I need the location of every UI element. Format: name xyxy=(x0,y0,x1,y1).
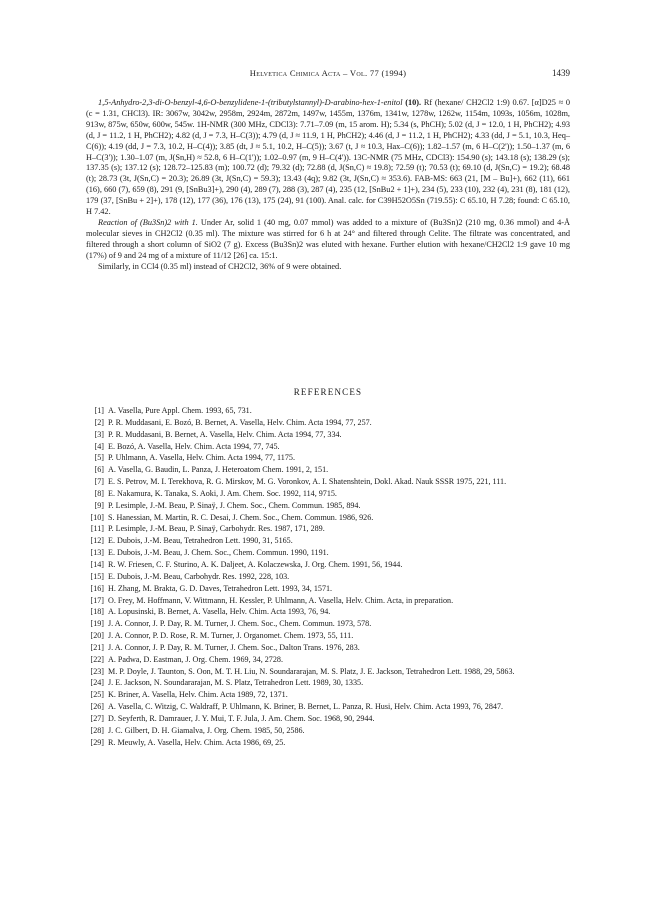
reference-number: [17] xyxy=(90,595,104,605)
reference-item xyxy=(86,535,570,547)
reference-item xyxy=(86,701,570,713)
reference-number: [23] xyxy=(90,666,104,676)
reference-text: J. A. Connor, J. P. Day, R. M. Turner, J. Chem. Soc., Dalton Trans. 1976, 283. xyxy=(108,642,360,652)
reference-number: [4] xyxy=(94,441,104,451)
reference-text: O. Frey, M. Hoffmann, V. Wittmann, H. Kessler, P. Uhlmann, A. Vasella, Helv. Chim. Acta, in preparation. xyxy=(108,595,454,605)
reference-number: [8] xyxy=(94,488,104,498)
reference-number: [27] xyxy=(90,713,104,723)
reference-number: [26] xyxy=(90,702,104,712)
reference-item xyxy=(86,630,570,642)
reference-number: [10] xyxy=(90,512,104,522)
reference-item xyxy=(86,429,570,441)
reference-number: [11] xyxy=(90,524,104,534)
reaction-text: Under Ar, solid 1 (40 mg, 0.07 mmol) was added to a mixture of (Bu3Sn)2 (210 mg, 0.36 mmol) and 4-Å molecular sieves in CH2Cl2 (0.35 ml). The mixture was stirred for 6 h at 24° and filtered through Celite. The filtrate was concentrated, and filtered through a short column of SiO2 (7 g). Excess (Bu3Sn)2 was eluted with hexane. Further elution with hexane/CH2Cl2 1:9 gave 10 mg (17%) of 9 and 24 mg of a mixture of 11/12 [26] ca. 15:1. xyxy=(86,217,571,260)
page-number: 1439 xyxy=(552,68,570,78)
reference-number: [14] xyxy=(90,559,104,569)
reference-item xyxy=(86,464,570,476)
reference-item xyxy=(86,677,570,689)
reference-text: K. Briner, A. Vasella, Helv. Chim. Acta 1989, 72, 1371. xyxy=(108,690,288,700)
reference-list xyxy=(86,405,570,748)
reference-item xyxy=(86,547,570,559)
reference-item xyxy=(86,666,570,678)
reference-number: [7] xyxy=(94,477,104,487)
reference-number: [13] xyxy=(90,548,104,558)
reference-item xyxy=(86,737,570,749)
compound-paragraph xyxy=(86,98,570,218)
reference-item xyxy=(86,417,570,429)
reference-item xyxy=(86,441,570,453)
reference-item xyxy=(86,713,570,725)
reference-text: E. Dubois, J.-M. Beau, Carbohydr. Res. 1992, 228, 103. xyxy=(108,571,290,581)
reference-item xyxy=(86,595,570,607)
reference-number: [3] xyxy=(94,429,104,439)
reference-number: [22] xyxy=(90,654,104,664)
reference-text: E. Nakamura, K. Tanaka, S. Aoki, J. Am. Chem. Soc. 1992, 114, 9715. xyxy=(108,488,337,498)
reference-text: R. W. Friesen, C. F. Sturino, A. K. Daljeet, A. Kolaczewska, J. Org. Chem. 1991, 56, 1944. xyxy=(108,559,403,569)
reference-number: [18] xyxy=(90,607,104,617)
running-header xyxy=(86,68,570,82)
reference-number: [2] xyxy=(94,417,104,427)
reference-text: A. Lopusinski, B. Bernet, A. Vasella, Helv. Chim. Acta 1993, 76, 94. xyxy=(108,607,331,617)
reference-item xyxy=(86,725,570,737)
reference-number: [16] xyxy=(90,583,104,593)
reference-text: J. A. Connor, P. D. Rose, R. M. Turner, J. Organomet. Chem. 1973, 55, 111. xyxy=(108,631,354,641)
reaction-paragraph xyxy=(86,218,570,262)
reference-item xyxy=(86,488,570,500)
reference-number: [19] xyxy=(90,619,104,629)
similar-paragraph: Similarly, in CCl4 (0.35 ml) instead of CH2Cl2, 36% of 9 were obtained. xyxy=(98,261,342,271)
reference-number: [9] xyxy=(94,500,104,510)
reference-item xyxy=(86,606,570,618)
compound-number: (10). xyxy=(405,98,422,107)
references-heading: REFERENCES xyxy=(293,387,363,397)
reference-text: M. P. Doyle, J. Taunton, S. Oon, M. T. H. Liu, N. Soundararajan, M. S. Platz, J. E. Jackson, Tetrahedron Lett. 1988, 29, 5863. xyxy=(108,666,515,676)
reference-text: R. Meuwly, A. Vasella, Helv. Chim. Acta 1986, 69, 25. xyxy=(108,737,286,747)
reference-text: H. Zhang, M. Brakta, G. D. Daves, Tetrahedron Lett. 1993, 34, 1571. xyxy=(108,583,333,593)
reference-number: [6] xyxy=(94,465,104,475)
reference-text: J. A. Connor, J. P. Day, R. M. Turner, J. Chem. Soc., Chem. Commun. 1973, 578. xyxy=(108,619,372,629)
reference-number: [29] xyxy=(90,737,104,747)
reference-number: [1] xyxy=(94,406,104,415)
reference-text: J. C. Gilbert, D. H. Giamalva, J. Org. Chem. 1985, 50, 2586. xyxy=(108,725,305,735)
reference-number: [20] xyxy=(90,631,104,641)
reference-text: P. R. Muddasani, B. Bernet, A. Vasella, Helv. Chim. Acta 1994, 77, 334. xyxy=(108,429,342,439)
reference-text: J. E. Jackson, N. Soundararajan, M. S. Platz, Tetrahedron Lett. 1989, 30, 1335. xyxy=(108,678,364,688)
reference-item xyxy=(86,689,570,701)
reference-text: E. Dubois, J.-M. Beau, J. Chem. Soc., Chem. Commun. 1990, 1191. xyxy=(108,548,329,558)
reference-item xyxy=(86,476,570,488)
reference-text: A. Vasella, G. Baudin, L. Panza, J. Heteroatom Chem. 1991, 2, 151. xyxy=(108,465,329,475)
reference-number: [15] xyxy=(90,571,104,581)
reference-text: P. R. Muddasani, E. Bozó, B. Bernet, A. Vasella, Helv. Chim. Acta 1994, 77, 257. xyxy=(108,417,372,427)
reference-number: [25] xyxy=(90,690,104,700)
reference-number: [12] xyxy=(90,536,104,546)
reference-item xyxy=(86,583,570,595)
reference-item xyxy=(86,618,570,630)
reference-number: [24] xyxy=(90,678,104,688)
reference-number: [28] xyxy=(90,725,104,735)
reference-text: E. S. Petrov, M. I. Terekhova, R. G. Mirskov, M. G. Voronkov, A. I. Shatenshtein, Dokl. Akad. Nauk SSSR 1975, 221, 111. xyxy=(108,477,507,487)
reference-text: P. Uhlmann, A. Vasella, Helv. Chim. Acta 1994, 77, 1175. xyxy=(108,453,295,463)
reference-item xyxy=(86,452,570,464)
experimental-text xyxy=(86,98,570,273)
compound-title: 1,5-Anhydro-2,3-di-O-benzyl-4,6-O-benzylidene-1-(tributylstannyl)-D-arabino-hex-1-enitol xyxy=(98,98,403,107)
reference-item xyxy=(86,523,570,535)
reference-item xyxy=(86,559,570,571)
reference-item xyxy=(86,512,570,524)
reference-text: D. Seyferth, R. Damrauer, J. Y. Mui, T. F. Jula, J. Am. Chem. Soc. 1968, 90, 2944. xyxy=(108,713,375,723)
reference-text: E. Dubois, J.-M. Beau, Tetrahedron Lett. 1990, 31, 5165. xyxy=(108,536,293,546)
reference-text: A. Padwa, D. Eastman, J. Org. Chem. 1969, 34, 2728. xyxy=(108,654,283,664)
reference-text: P. Lesimple, J.-M. Beau, P. Sinaÿ, Carbohydr. Res. 1987, 171, 289. xyxy=(108,524,325,534)
reference-text: A. Vasella, C. Witzig, C. Waldraff, P. Uhlmann, K. Briner, B. Bernet, L. Panza, R. Husi, Helv. Chim. Acta 1993, 76, 2847. xyxy=(108,702,504,712)
reference-item xyxy=(86,405,570,417)
reference-item xyxy=(86,654,570,666)
journal-title: Helvetica Chimica Acta – Vol. 77 (1994) xyxy=(249,68,407,78)
reference-number: [21] xyxy=(90,642,104,652)
reference-text: A. Vasella, Pure Appl. Chem. 1993, 65, 731. xyxy=(108,406,252,415)
reference-item xyxy=(86,642,570,654)
reaction-title: Reaction of (Bu3Sn)2 with 1. xyxy=(98,217,198,227)
reference-text: S. Hanessian, M. Martin, R. C. Desai, J. Chem. Soc., Chem. Commun. 1986, 926. xyxy=(108,512,374,522)
compound-data: Rf (hexane/ CH2Cl2 1:9) 0.67. [α]D25 ≈ 0 (c = 1.31, CHCl3). IR: 3067w, 3042w, 2958m, 2924m, 2872m, 1497w, 1455m, 1376m, 1341w, 1278w, 1262w, 1154m, 1093s, 1056m, 1028m, 913w, 875w, 650w, 600w, 545w. 1H-NMR (300 MHz, CDCl3): 7.71–7.09 (m, 15 arom. H); 5.34 (s, PhCH); 5.02 (d, J = 12.0, 1 H, PhCH2); 4.93 (d, J = 11.2, 1 H, PhCH2); 4.82 (d, J = 7.3, H–C(3)); 4.79 (d, J ≈ 11.9, 1 H, PhCH2); 4.46 (d, J = 11.2, 1 H, PhCH2); 4.33 (dd, J = 5.1, 10.3, Heq–C(6)); 4.19 (dd, J = 7.3, 10.2, H–C(4)); 3.85 (dt, J ≈ 5.1, 10.2, H–C(5)); 3.67 (t, J ≈ 10.3, Hax–C(6)); 1.82–1.57 (m, 6 H–C(2')); 1.50–1.37 (m, 6 H–C(3')); 1.30–1.07 (m, J(Sn,H) ≈ 52.8, 6 H–C(1')); 1.02–0.97 (m, 9 H–C(4')). 13C-NMR (75 MHz, CDCl3): 154.90 (s); 143.18 (s); 138.29 (s); 137.35 (s); 137.12 (s); 128.72–125.83 (m); 100.72 (d); 79.32 (d); 72.88 (d, J(Sn,C) ≈ 19.8); 72.59 (t); 70.53 (t); 69.10 (d, J(Sn,C) = 19.2); 68.48 (t); 28.73 (3t, J(Sn,C) = 20.3); 26.89 (3t, J(Sn,C) = 59.3); 13.43 (4q); 9.82 (3t, J(Sn,C) ≈ 353.6). FAB-MS: 663 (21, [M – Bu]+), 662 (11), 661 (16), 660 (7), 659 (8), 291 (9, [SnBu3]+), 290 (4), 289 (7), 288 (3), 287 (4), 235 (12, [SnBu2 + 1]+), 234 (5), 233 (10), 232 (4), 231 (8), 181 (12), 179 (37, [SnBu + 2]+), 178 (12), 177 (36), 176 (13), 175 (24), 91 (100). Anal. calc. for C39H52O5Sn (719.55): C 65.10, H 7.28; found: C 65.10, H 7.42. xyxy=(86,98,571,217)
reference-text: E. Bozó, A. Vasella, Helv. Chim. Acta 1994, 77, 745. xyxy=(108,441,280,451)
reference-item xyxy=(86,500,570,512)
reference-item xyxy=(86,571,570,583)
reference-number: [5] xyxy=(94,453,104,463)
reference-text: P. Lesimple, J.-M. Beau, P. Sinaÿ, J. Chem. Soc., Chem. Commun. 1985, 894. xyxy=(108,500,361,510)
